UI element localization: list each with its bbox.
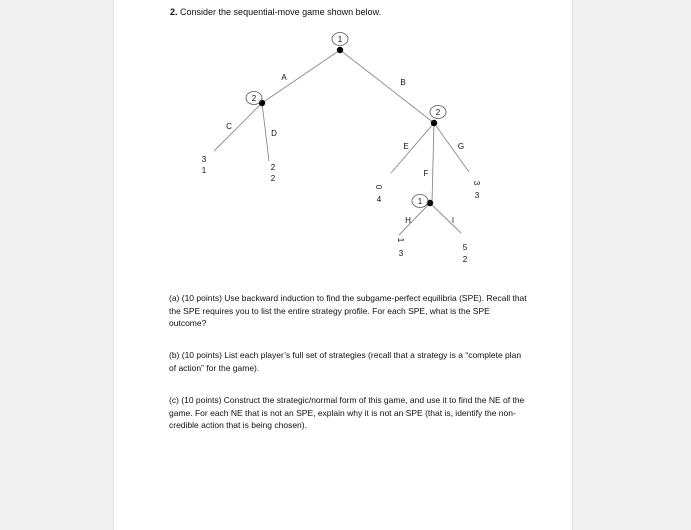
payoff-E-p1: 0: [374, 184, 383, 190]
player-label-lower: 1: [417, 197, 423, 206]
payoff-G-p2: 3: [474, 191, 480, 200]
game-tree: [114, 0, 574, 280]
payoff-I-p1: 5: [462, 243, 468, 252]
payoff-G: [472, 181, 481, 200]
payoff-C-p1: 3: [201, 155, 207, 164]
player-label-right: 2: [435, 108, 441, 117]
action-label-F: F: [423, 169, 429, 178]
payoff-I: [463, 243, 468, 264]
question-text: Consider the sequential-move game shown below.: [180, 7, 382, 17]
payoff-H-p1: 1: [396, 237, 405, 243]
edge-E: [391, 123, 434, 173]
payoff-H: [396, 238, 405, 258]
payoff-D: [271, 163, 276, 183]
node-right: [431, 120, 437, 126]
player-label-root: 1: [337, 35, 343, 44]
action-label-A: A: [281, 73, 287, 82]
edge-A: [262, 50, 340, 103]
node-root: [337, 47, 343, 53]
document-page: [113, 0, 573, 530]
action-label-D: D: [271, 129, 277, 138]
edge-H: [399, 203, 430, 235]
question-number: 2.: [170, 7, 178, 17]
payoff-G-p1: 3: [472, 180, 481, 186]
action-label-I: I: [451, 216, 455, 225]
edge-C: [214, 103, 262, 151]
payoff-E-p2: 4: [376, 195, 382, 204]
edge-F: [432, 123, 434, 203]
player-label-left: 2: [251, 94, 257, 103]
payoff-H-p2: 3: [398, 249, 404, 258]
edge-D: [262, 103, 269, 161]
action-label-G: G: [457, 142, 465, 151]
edge-B: [340, 50, 434, 123]
action-label-E: E: [403, 142, 409, 151]
edge-I: [430, 203, 461, 233]
part-c-text: (c) (10 points) Construct the strategic/normal form of this game, and use it to find the NE of the game. For each NE that is not an SPE, explain why it is not an SPE (that is, identify the non-credible action that is being chosen).: [169, 395, 525, 430]
payoff-C: [202, 155, 207, 175]
action-label-B: B: [400, 78, 406, 87]
part-b-text: (b) (10 points) List each player’s full set of strategies (recall that a strategy is a “complete plan of action” for the game).: [169, 350, 522, 373]
payoff-I-p2: 2: [462, 255, 468, 264]
payoff-C-p2: 1: [201, 166, 207, 175]
part-a-text: (a) (10 points) Use backward induction to find the subgame-perfect equilibria (SPE). Recall that the SPE requires you to list the entire strategy profile. For each SPE, what is the SPE outcome?: [169, 293, 527, 328]
action-label-H: H: [405, 216, 411, 225]
payoff-D-p2: 2: [270, 174, 276, 183]
payoff-E: [374, 185, 383, 204]
payoff-D-p1: 2: [270, 163, 276, 172]
action-label-C: C: [226, 122, 232, 131]
